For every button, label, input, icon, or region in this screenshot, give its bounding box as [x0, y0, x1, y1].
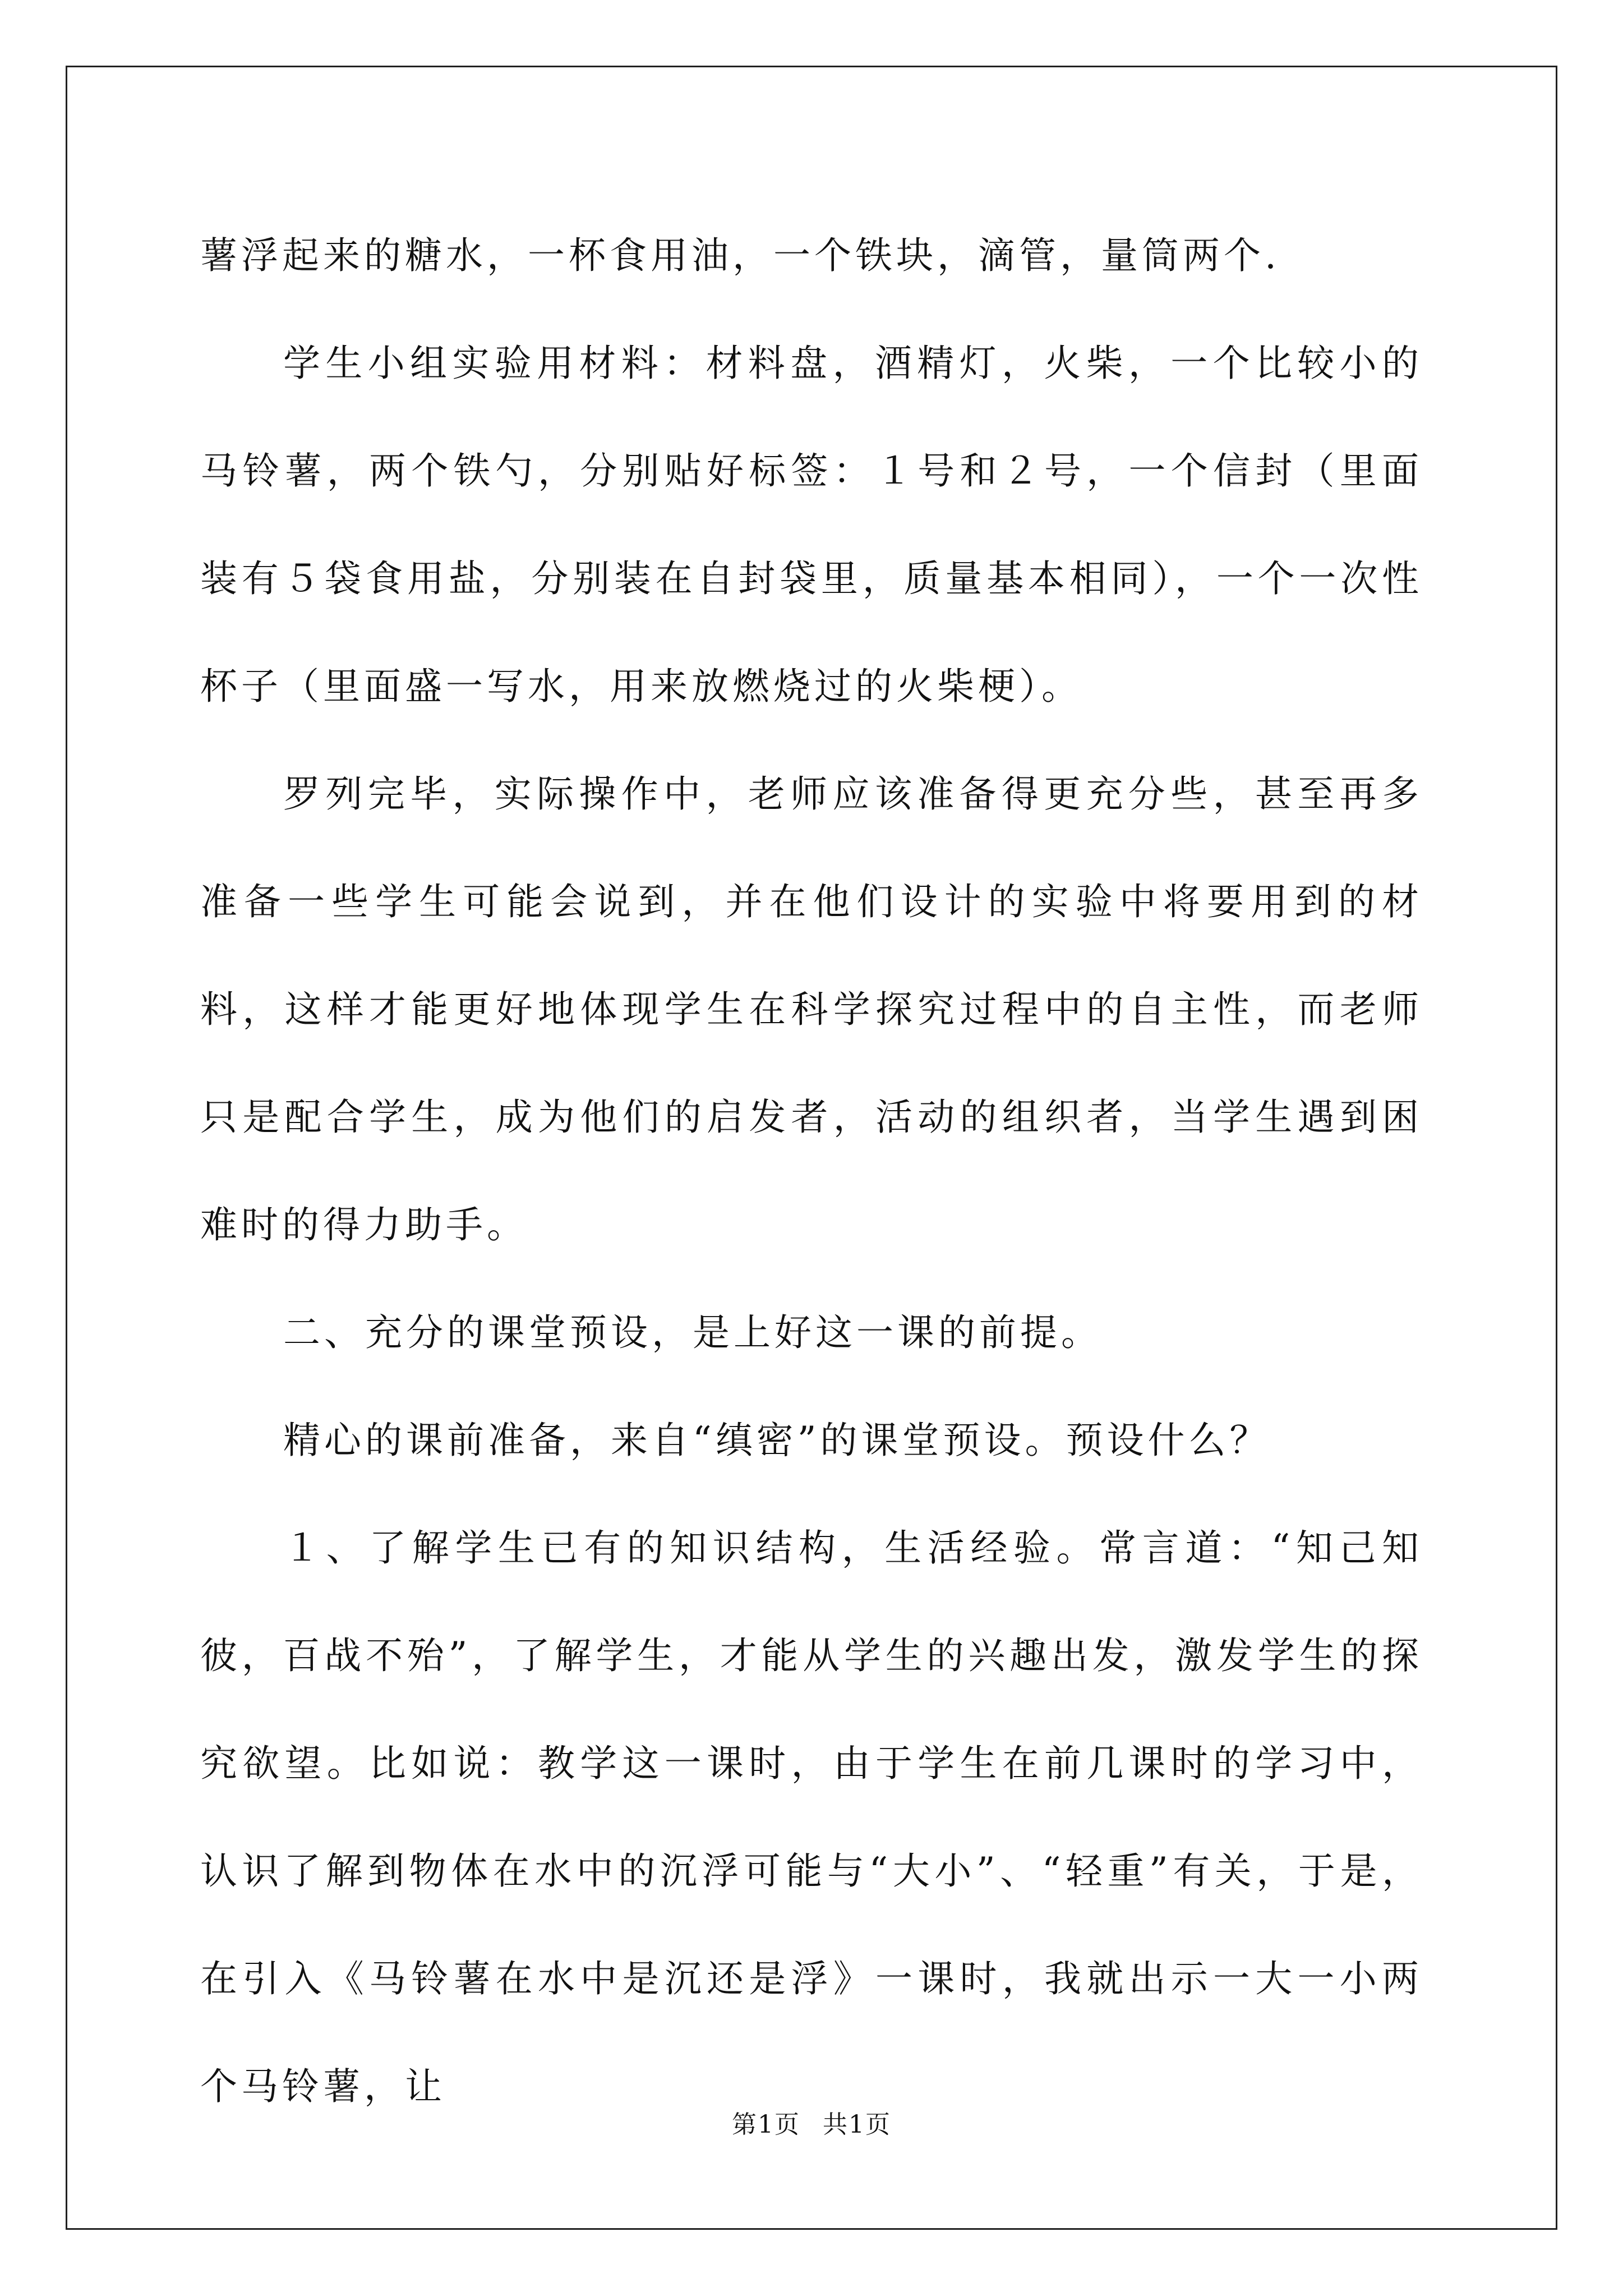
- page-number: 第1页: [732, 2110, 800, 2139]
- paragraph-2: 学生小组实验用材料：材料盘，酒精灯，火柴，一个比较小的马铃薯，两个铁勺，分别贴好标签：１号和２号，一个信封（里面装有５袋食用盐，分别装在自封袋里，质量基本相同），一个一次性杯子（里面盛一写水，用来放燃烧过的火柴梗）。: [200, 342, 1423, 708]
- paragraph-3: 罗列完毕，实际操作中，老师应该准备得更充分些，甚至再多准备一些学生可能会说到，并在他们设计的实验中将要用到的材料，这样才能更好地体现学生在科学探究过程中的自主性，而老师只是配合学生，成为他们的启发者，活动的组织者，当学生遇到困难时的得力助手。: [200, 772, 1423, 1246]
- paragraph-6: １、了解学生已有的知识结构，生活经验。常言道：“知己知彼，百战不殆”，了解学生，才能从学生的兴趣出发，激发学生的探究欲望。比如说：教学这一课时，由于学生在前几课时的学习中，认识了解到物体在水中的沉浮可能与“大小”、“轻重”有关，于是，在引入《马铃薯在水中是沉还是浮》一课时，我就出示一大一小两个马铃薯，让: [200, 1526, 1423, 2108]
- paragraph-4: 二、充分的课堂预设，是上好这一课的前提。: [283, 1311, 1102, 1354]
- page-footer: [0, 2108, 1623, 2142]
- page-total: 共1页: [823, 2110, 891, 2139]
- paragraph-1: 薯浮起来的糖水，一杯食用油，一个铁块，滴管，量筒两个.: [200, 234, 1280, 277]
- document-body: [200, 202, 1423, 2141]
- paragraph-5: 精心的课前准备，来自“缜密”的课堂预设。预设什么？: [283, 1419, 1271, 1462]
